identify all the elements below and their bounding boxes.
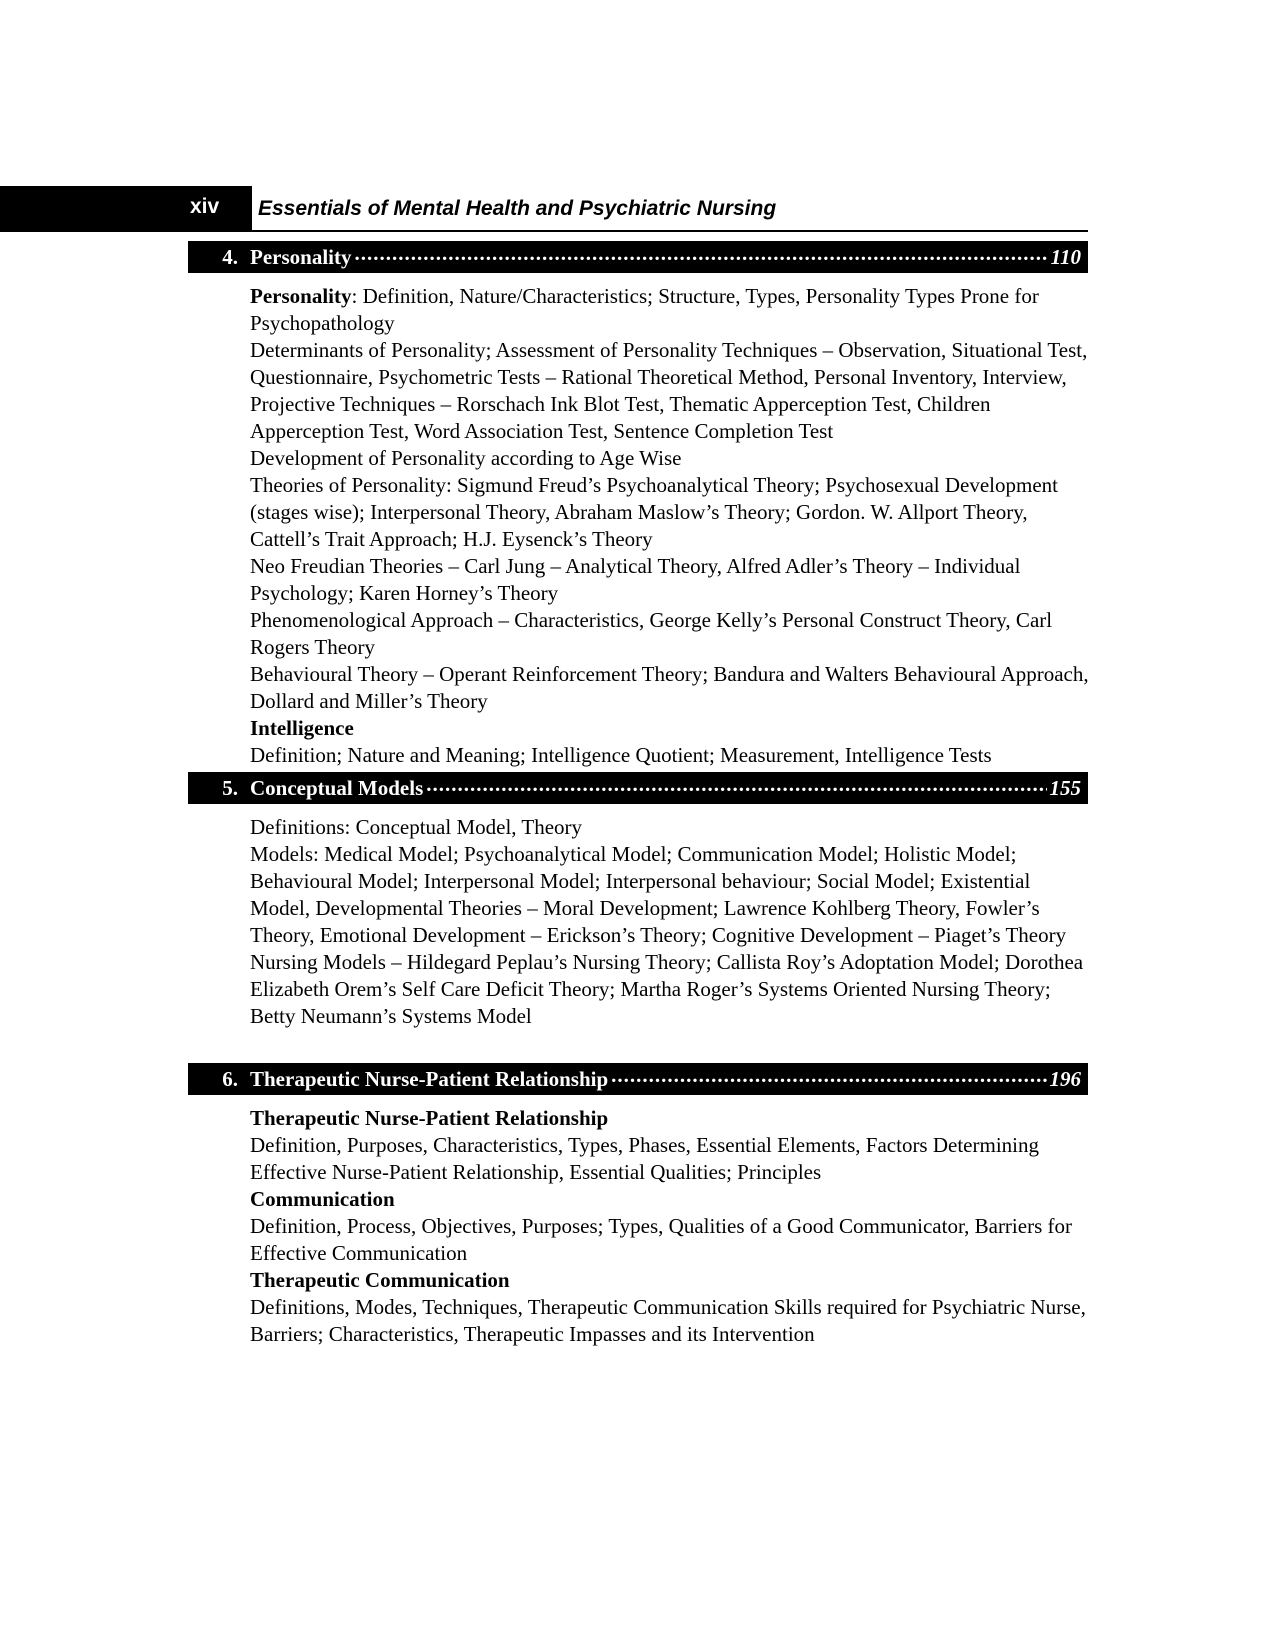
section-heading bbox=[250, 1267, 1090, 1294]
section-heading-text: Communication bbox=[250, 1187, 395, 1211]
section-heading bbox=[250, 1186, 1090, 1213]
section-heading bbox=[250, 715, 1090, 742]
toc-entry: Development of Personality according to Age Wise bbox=[250, 446, 682, 470]
chapter-6-contents bbox=[250, 1105, 1090, 1348]
chapter-page-number: 196 bbox=[1049, 1066, 1081, 1091]
toc-entry: Theories of Personality: Sigmund Freud’s Psychoanalytical Theory; Psychosexual Development (stages wise); Interpersonal Theory, Abraham Maslow’s Theory; Gordon. W. Allport Theory, Cattell’s Trait Approach; H.J. Eysenck’s Theory bbox=[250, 473, 1058, 551]
chapter-title: Conceptual Models bbox=[250, 775, 424, 800]
toc-entry: Behavioural Theory – Operant Reinforcement Theory; Bandura and Walters Behavioural Approach, Dollard and Miller’s Theory bbox=[250, 662, 1089, 713]
toc-entry: Definitions, Modes, Techniques, Therapeutic Communication Skills required for Psychiatric Nurse, Barriers; Characteristics, Therapeutic Impasses and its Intervention bbox=[250, 1295, 1086, 1346]
dot-leader bbox=[426, 772, 1046, 797]
chapter-heading-4 bbox=[188, 241, 1088, 273]
toc-entry: Definition, Purposes, Characteristics, Types, Phases, Essential Elements, Factors Determining Effective Nurse-Patient Relationship, Essential Qualities; Principles bbox=[250, 1133, 1039, 1184]
chapter-page-number: 110 bbox=[1050, 244, 1081, 269]
chapter-5-contents bbox=[250, 814, 1090, 1030]
entry-lead: Personality bbox=[250, 284, 352, 308]
section-heading bbox=[250, 1105, 1090, 1132]
section-heading-text: Intelligence bbox=[250, 716, 354, 740]
chapter-number: 5. bbox=[222, 775, 238, 800]
toc-entry: Models: Medical Model; Psychoanalytical Model; Communication Model; Holistic Model; Behavioural Model; Interpersonal Model; Interpersonal behaviour; Social Model; Existential Model, Developmental Theories – Moral Development; Lawrence Kohlberg Theory, Fowler’s Theory, Emotional Development – Erickson’s Theory; Cognitive Development – Piaget’s Theory bbox=[250, 842, 1067, 947]
toc-entry: Nursing Models – Hildegard Peplau’s Nursing Theory; Callista Roy’s Adoptation Model; Dorothea Elizabeth Orem’s Self Care Deficit Theory; Martha Roger’s Systems Oriented Nursing Theory; Betty Neumann’s Systems Model bbox=[250, 950, 1084, 1028]
chapter-number: 4. bbox=[222, 244, 238, 269]
toc-entry: Determinants of Personality; Assessment of Personality Techniques – Observation, Situational Test, Questionnaire, Psychometric Tests – Rational Theoretical Method, Personal Inventory, Interview, Projective Techniques – Rorschach Ink Blot Test, Thematic Apperception Test, Children Apperception Test, Word Association Test, Sentence Completion Test bbox=[250, 338, 1088, 443]
dot-leader bbox=[354, 241, 1047, 266]
chapter-heading-5 bbox=[188, 772, 1088, 804]
toc-entry: Definition; Nature and Meaning; Intelligence Quotient; Measurement, Intelligence Tests bbox=[250, 743, 992, 767]
entry-text: : Definition, Nature/Characteristics; Structure, Types, Personality Types Prone for Psychopathology bbox=[250, 284, 1039, 335]
chapter-number: 6. bbox=[222, 1066, 238, 1091]
chapter-title: Therapeutic Nurse-Patient Relationship bbox=[250, 1066, 609, 1091]
section-heading-text: Therapeutic Nurse-Patient Relationship bbox=[250, 1106, 609, 1130]
chapter-4-contents bbox=[250, 283, 1090, 769]
toc-entry bbox=[250, 283, 1090, 337]
toc-entry: Phenomenological Approach – Characteristics, George Kelly’s Personal Construct Theory, Carl Rogers Theory bbox=[250, 608, 1053, 659]
section-heading-text: Therapeutic Communication bbox=[250, 1268, 510, 1292]
toc-entry: Neo Freudian Theories – Carl Jung – Analytical Theory, Alfred Adler’s Theory – Individual Psychology; Karen Horney’s Theory bbox=[250, 554, 1021, 605]
running-head-title: Essentials of Mental Health and Psychiatric Nursing bbox=[258, 197, 777, 220]
page-number: xiv bbox=[190, 195, 220, 218]
dot-leader bbox=[611, 1063, 1046, 1088]
toc-entry: Definition, Process, Objectives, Purposes; Types, Qualities of a Good Communicator, Barriers for Effective Communication bbox=[250, 1214, 1072, 1265]
toc-entry: Definitions: Conceptual Model, Theory bbox=[250, 815, 583, 839]
chapter-title: Personality bbox=[250, 244, 352, 269]
chapter-page-number: 155 bbox=[1049, 775, 1081, 800]
header-rule bbox=[252, 230, 1088, 232]
chapter-heading-6 bbox=[188, 1063, 1088, 1095]
